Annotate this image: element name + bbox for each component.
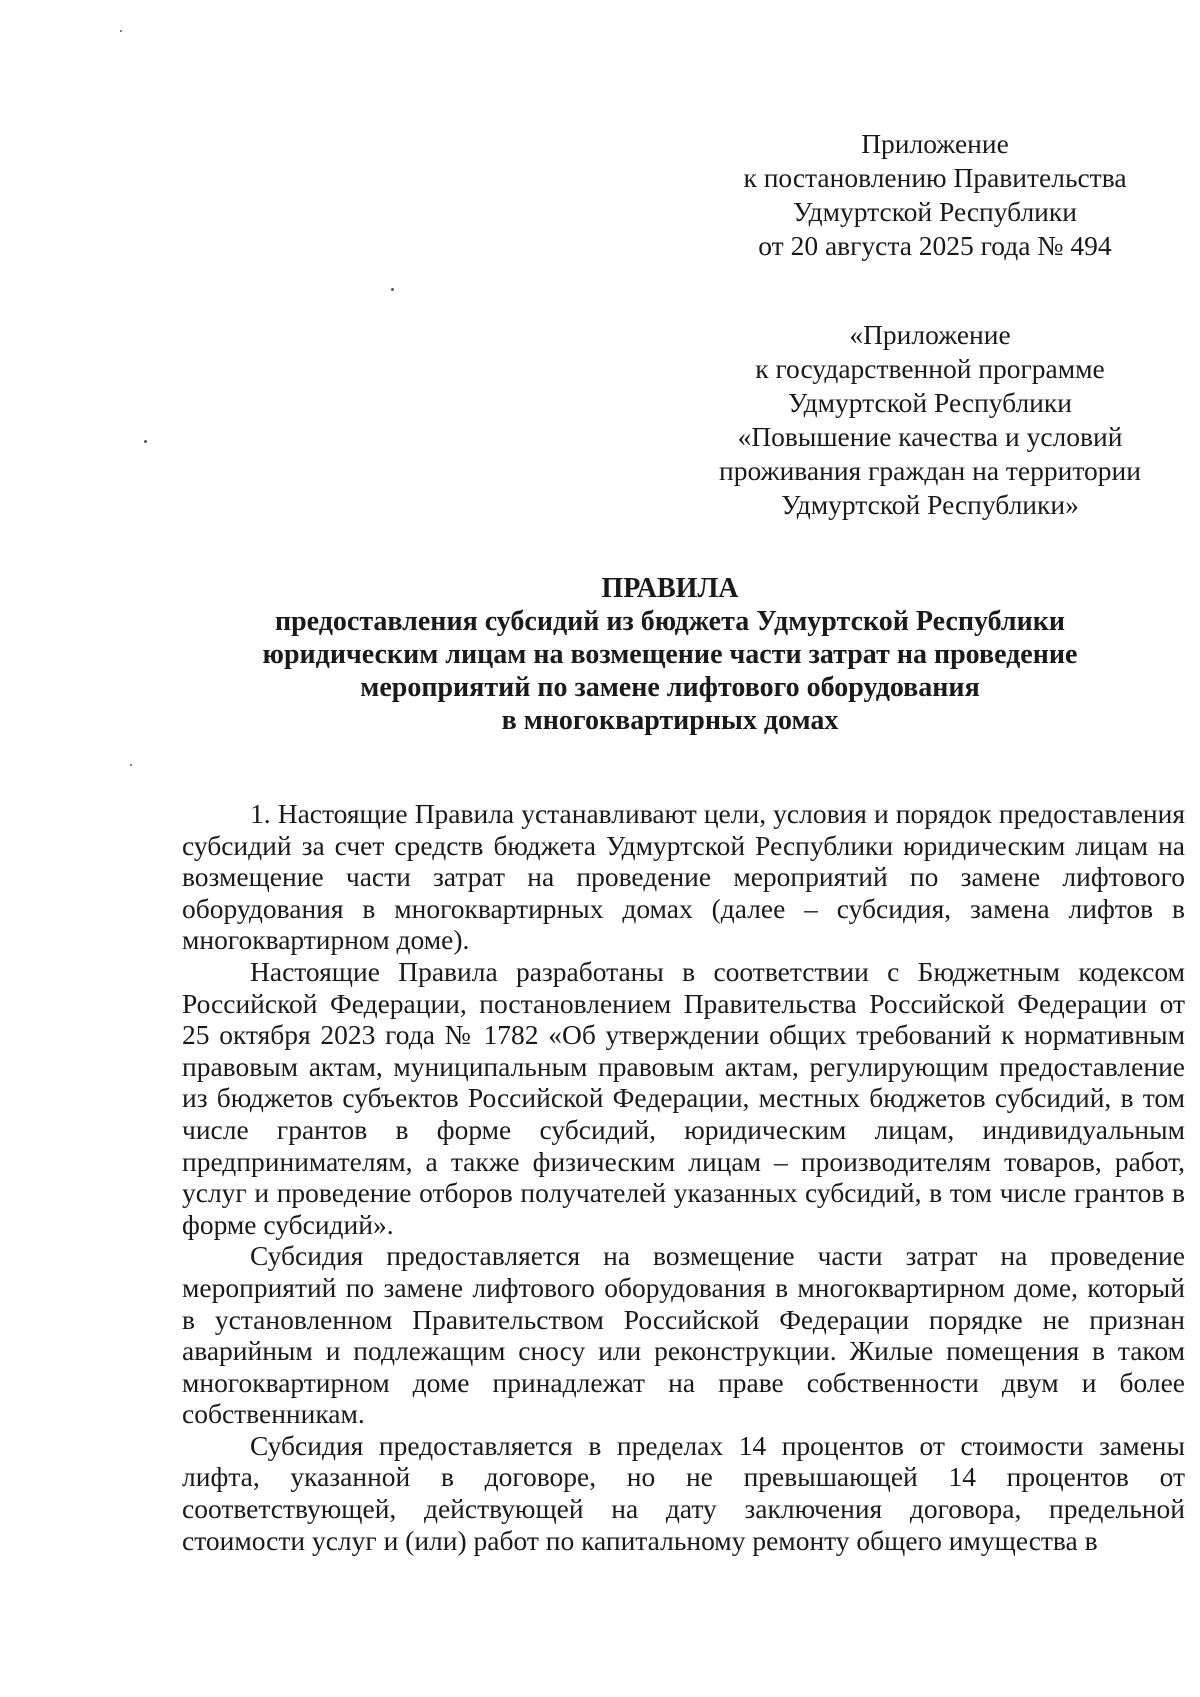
program-appendix-line: к государственной программе	[755, 353, 1105, 384]
appendix-line: Приложение	[861, 128, 1009, 159]
body-paragraph: Субсидия предоставляется на возмещение части затрат на проведение мероприятий по замене лифтового оборудования в многоквартирном доме, который в установленном Правительством Российской Федерации порядке не признан аварийным и подлежащим сносу или реконструкции. Жилые помещения в таком многоквартирном доме принадлежат на праве собственности двум и более собственникам.	[182, 1240, 1185, 1430]
program-appendix-header	[690, 318, 1170, 522]
program-appendix-line: проживания граждан на территории	[719, 455, 1141, 486]
scan-speck	[391, 288, 394, 291]
body-paragraph: Субсидия предоставляется в пределах 14 процентов от стоимости замены лифта, указанной в договоре, но не превышающей 14 процентов от соответствующей, действующей на дату заключения договора, предельной стоимости услуг и (или) работ по капитальному ремонту общего имущества в	[182, 1429, 1185, 1556]
program-appendix-line: «Приложение	[849, 319, 1011, 350]
title-heading: ПРАВИЛА	[601, 573, 739, 604]
appendix-line: Удмуртской Республики	[793, 196, 1077, 227]
body-paragraph: Настоящие Правила разработаны в соответствии с Бюджетным кодексом Российской Федерации, постановлением Правительства Российской Федерации от 25 октября 2023 года № 1782 «Об утверждении общих требований к нормативным правовым актам, муниципальным правовым актам, регулирующим предоставление из бюджетов субъектов Российской Федерации, местных бюджетов субсидий, в том числе грантов в форме субсидий, юридическим лицам, индивидуальным предпринимателям, а также физическим лицам – производителям товаров, работ, услуг и проведение отборов получателей указанных субсидий, в том числе грантов в форме субсидий».	[182, 955, 1185, 1240]
program-appendix-line: Удмуртской Республики»	[781, 489, 1079, 520]
program-appendix-line: Удмуртской Республики	[788, 387, 1072, 418]
title-subtitle-line: мероприятий по замене лифтового оборудования	[360, 672, 980, 703]
appendix-line: к постановлению Правительства	[743, 162, 1127, 193]
scan-speck	[130, 764, 132, 766]
body-paragraph: 1. Настоящие Правила устанавливают цели, условия и порядок предоставления субсидий за счет средств бюджета Удмуртской Республики юридическим лицам на возмещение части затрат на проведение мероприятий по замене лифтового оборудования в многоквартирных домах (далее – субсидия, замена лифтов в многоквартирном доме).	[182, 798, 1185, 956]
title-subtitle-line: юридическим лицам на возмещение части затрат на проведение	[262, 639, 1078, 670]
appendix-line: от 20 августа 2025 года № 494	[758, 230, 1112, 261]
title-subtitle-line: в многоквартирных домах	[501, 705, 839, 736]
document-body	[182, 798, 1185, 1556]
scan-speck	[144, 440, 147, 443]
document-title	[130, 572, 1200, 737]
program-appendix-line: «Повышение качества и условий	[737, 421, 1123, 452]
scan-speck	[120, 30, 122, 32]
appendix-header	[700, 127, 1170, 263]
title-subtitle-line: предоставления субсидий из бюджета Удмуртской Республики	[274, 606, 1066, 637]
